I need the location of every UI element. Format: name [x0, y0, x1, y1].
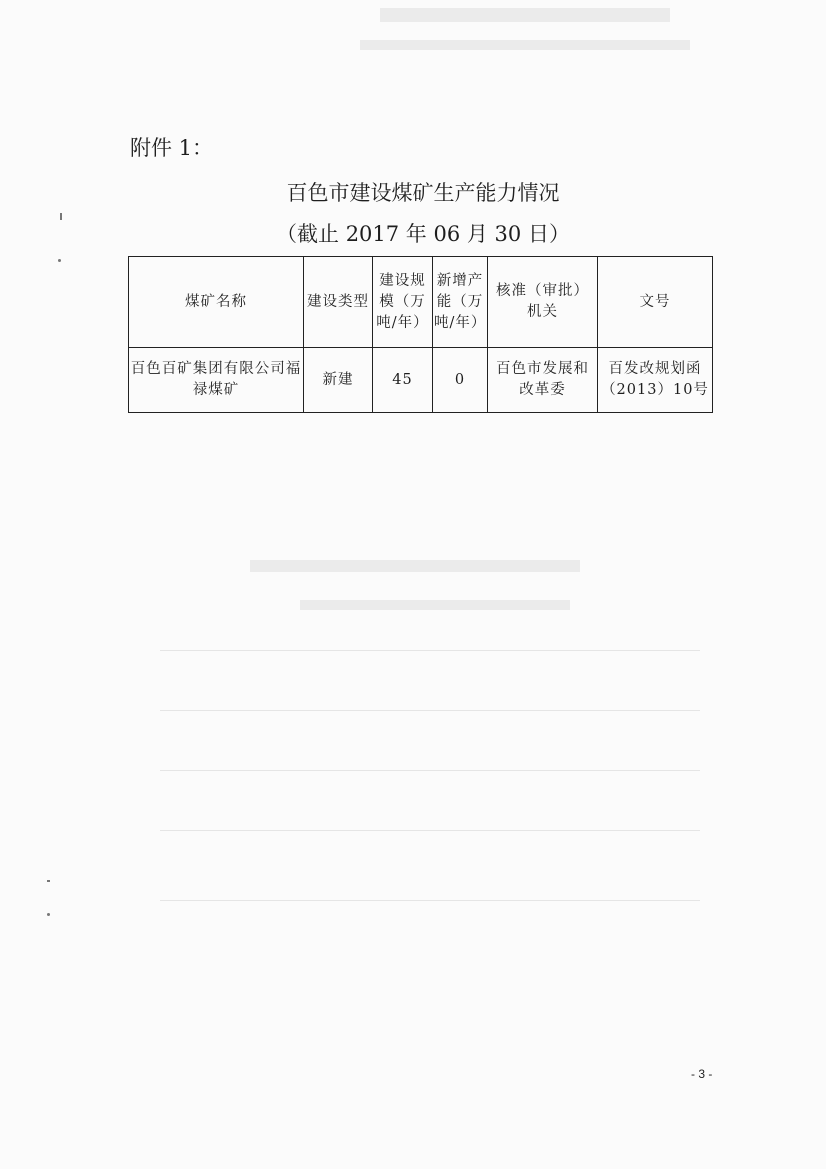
bleed-through-shading	[160, 710, 700, 711]
header-cell: 核准（审批）机关	[488, 257, 598, 348]
binding-hole-mark	[58, 259, 61, 262]
bleed-through-shading	[160, 770, 700, 771]
table-header-row	[129, 257, 713, 348]
bleed-through-shading	[250, 560, 580, 572]
binding-hole-mark	[47, 913, 50, 916]
bleed-through-shading	[160, 830, 700, 831]
header-cell: 建设类型	[304, 257, 373, 348]
bleed-through-shading	[160, 900, 700, 901]
header-cell: 煤矿名称	[129, 257, 304, 348]
table-cell: 百色百矿集团有限公司福禄煤矿	[129, 348, 304, 413]
bleed-through-shading	[300, 600, 570, 610]
page-number: - 3 -	[691, 1067, 713, 1081]
table-cell: 新建	[304, 348, 373, 413]
header-cell: 新增产能（万吨/年）	[433, 257, 488, 348]
table-row	[129, 348, 713, 413]
attachment-label: 附件 1：	[130, 136, 214, 160]
table-cell: 百发改规划函（2013）10号	[598, 348, 713, 413]
document-subtitle: （截止 2017 年 06 月 30 日）	[276, 222, 570, 246]
coal-mine-capacity-table	[128, 256, 713, 413]
table-cell: 百色市发展和改革委	[488, 348, 598, 413]
binding-hole-mark	[47, 880, 50, 882]
document-title: 百色市建设煤矿生产能力情况	[286, 181, 560, 205]
bleed-through-shading	[160, 650, 700, 651]
table-cell: 45	[373, 348, 433, 413]
table-cell: 0	[433, 348, 488, 413]
bleed-through-shading	[380, 8, 670, 22]
bleed-through-shading	[360, 40, 690, 50]
header-cell: 文号	[598, 257, 713, 348]
header-cell: 建设规模（万吨/年）	[373, 257, 433, 348]
